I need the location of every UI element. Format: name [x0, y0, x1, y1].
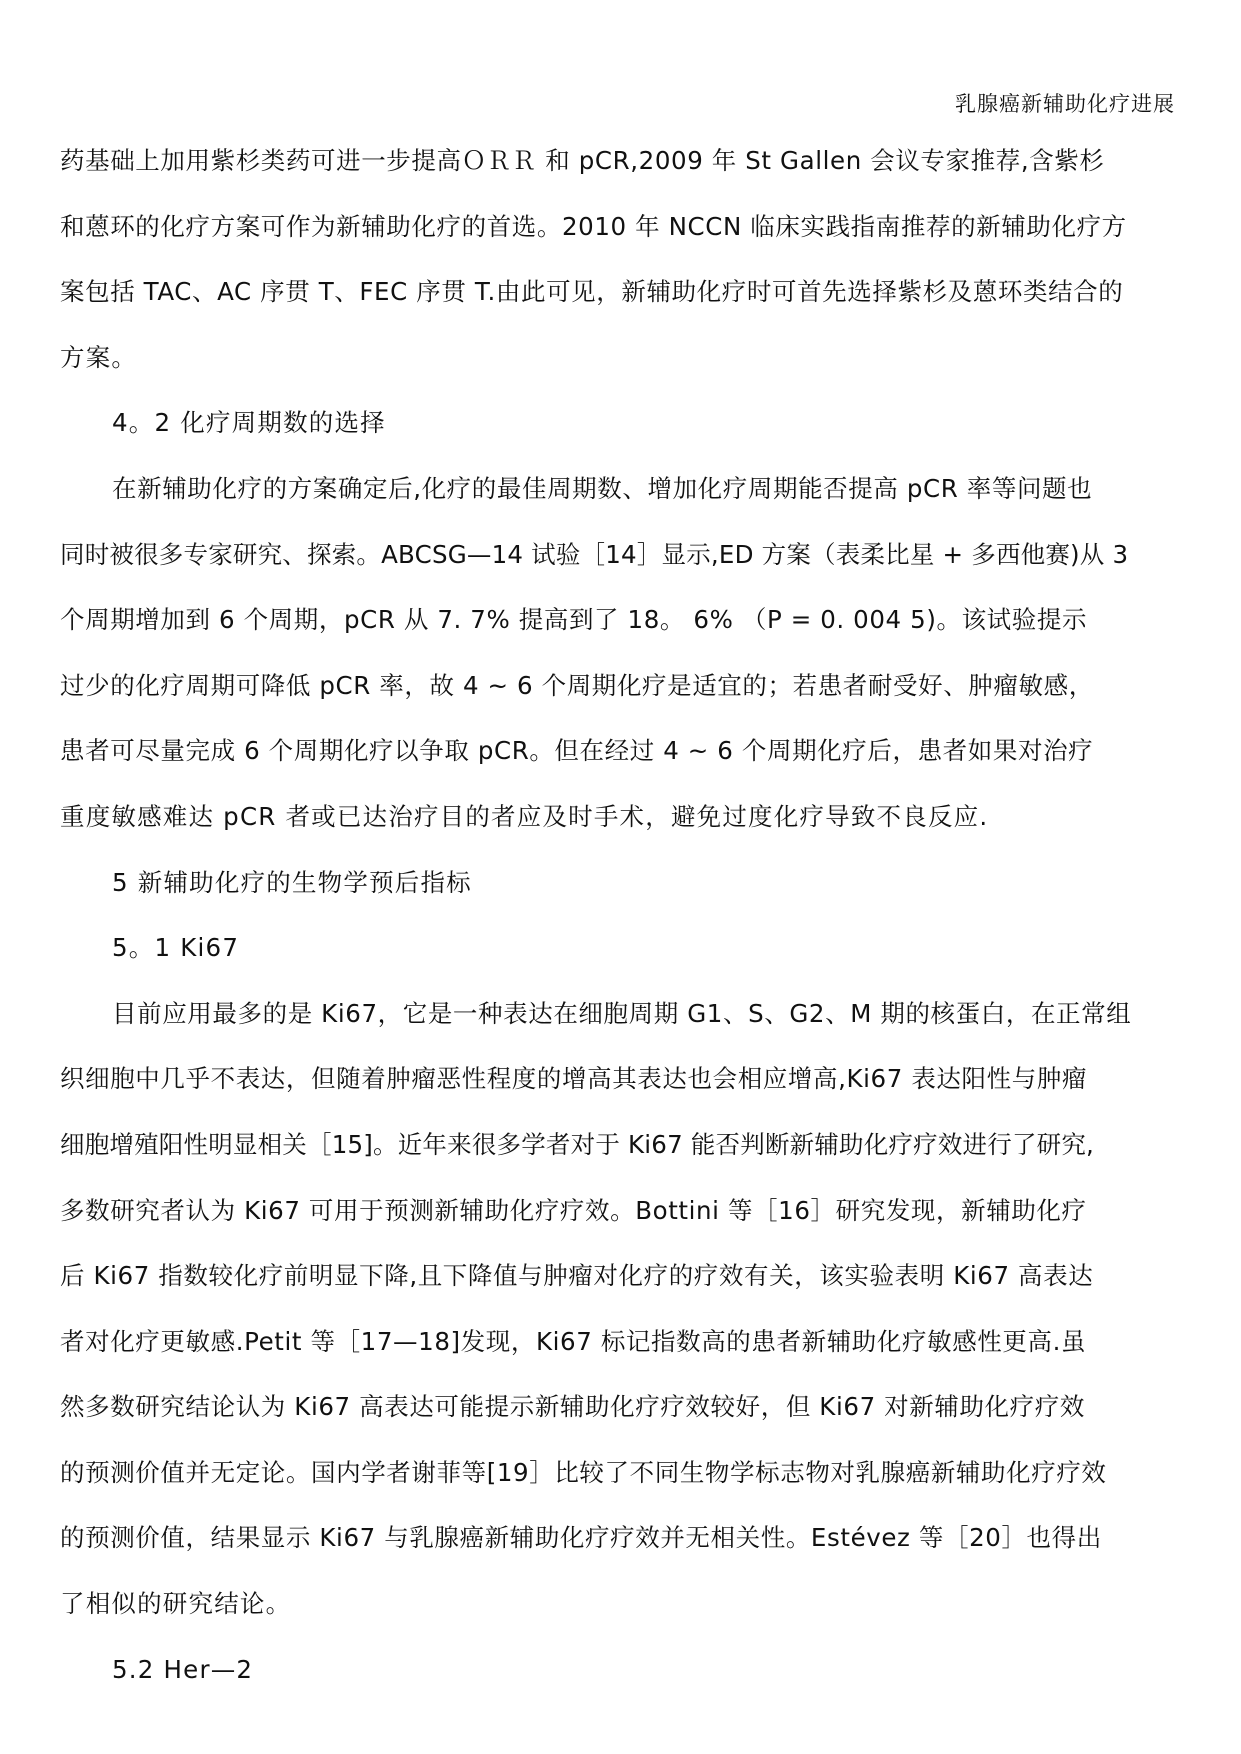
paragraph-line: 药基础上加用紫杉类药可进一步提高ＯＲＲ 和 pCR,2009 年 St Gallen 会议专家推荐,含紫杉 — [60, 146, 1105, 175]
paragraph-line: 同时被很多专家研究、探索。ABCSG—14 试验［14］显示,ED 方案（表柔比星 + 多西他赛)从 3 — [60, 539, 1129, 569]
paragraph-line: 患者可尽量完成 6 个周期化疗以争取 pCR。但在经过 4 ~ 6 个周期化疗后，患者如果对治疗 — [60, 736, 1094, 766]
paragraph-line: 细胞增殖阳性明显相关［15]。近年来很多学者对于 Ki67 能否判断新辅助化疗疗效进行了研究, — [60, 1129, 1095, 1159]
subsection-heading: 5.2 Her—2 — [112, 1654, 254, 1684]
paragraph-line: 方案。 — [60, 342, 138, 372]
paragraph-line: 案包括 TAC、AC 序贯 T、FEC 序贯 T.由此可见，新辅助化疗时可首先选择紫杉及蒽环类结合的 — [60, 277, 1124, 307]
paragraph-line: 然多数研究结论认为 Ki67 高表达可能提示新辅助化疗疗效较好，但 Ki67 对新辅助化疗疗效 — [60, 1392, 1085, 1422]
paragraph-line: 的预测价值并无定论。国内学者谢菲等[19］比较了不同生物学标志物对乳腺癌新辅助化疗疗效 — [60, 1457, 1107, 1487]
paragraph-line: 后 Ki67 指数较化疗前明显下降,且下降值与肿瘤对化疗的疗效有关，该实验表明 Ki67 高表达 — [60, 1261, 1094, 1291]
paragraph-line: 了相似的研究结论。 — [60, 1589, 292, 1619]
paragraph-line: 个周期增加到 6 个周期，pCR 从 7. 7% 提高到了 18。 6% （P = 0. 004 5)。该试验提示 — [60, 605, 1088, 635]
paragraph-line: 重度敏感难达 pCR 者或已达治疗目的者应及时手术，避免过度化疗导致不良反应. — [60, 801, 989, 831]
paragraph-line: 的预测价值，结果显示 Ki67 与乳腺癌新辅助化疗疗效并无相关性。Estévez 等［20］也得出 — [60, 1523, 1102, 1553]
paragraph-line: 者对化疗更敏感.Petit 等［17—18]发现，Ki67 标记指数高的患者新辅助化疗敏感性更高.虽 — [60, 1326, 1087, 1356]
paragraph-line: 目前应用最多的是 Ki67，它是一种表达在细胞周期 G1、S、G2、M 期的核蛋白，在正常组 — [112, 998, 1132, 1028]
body-text — [60, 128, 1182, 1702]
paragraph-line: 过少的化疗周期可降低 pCR 率，故 4 ~ 6 个周期化疗是适宜的；若患者耐受好、肿瘤敏感， — [60, 670, 1094, 700]
paragraph-line: 和蒽环的化疗方案可作为新辅助化疗的首选。2010 年 NCCN 临床实践指南推荐的新辅助化疗方 — [60, 211, 1127, 241]
paragraph-line: 织细胞中几乎不表达，但随着肿瘤恶性程度的增高其表达也会相应增高,Ki67 表达阳性与肿瘤 — [60, 1064, 1088, 1094]
paragraph-line: 多数研究者认为 Ki67 可用于预测新辅助化疗疗效。Bottini 等［16］研究发现，新辅助化疗 — [60, 1195, 1087, 1225]
subsection-heading: 5。1 Ki67 — [112, 933, 240, 963]
section-heading: 5 新辅助化疗的生物学预后指标 — [112, 867, 472, 897]
paragraph-line: 在新辅助化疗的方案确定后,化疗的最佳周期数、增加化疗周期能否提高 pCR 率等问题也 — [112, 473, 1093, 503]
running-header: 乳腺癌新辅助化疗进展 — [955, 92, 1175, 116]
section-heading: 4。2 化疗周期数的选择 — [112, 408, 386, 438]
